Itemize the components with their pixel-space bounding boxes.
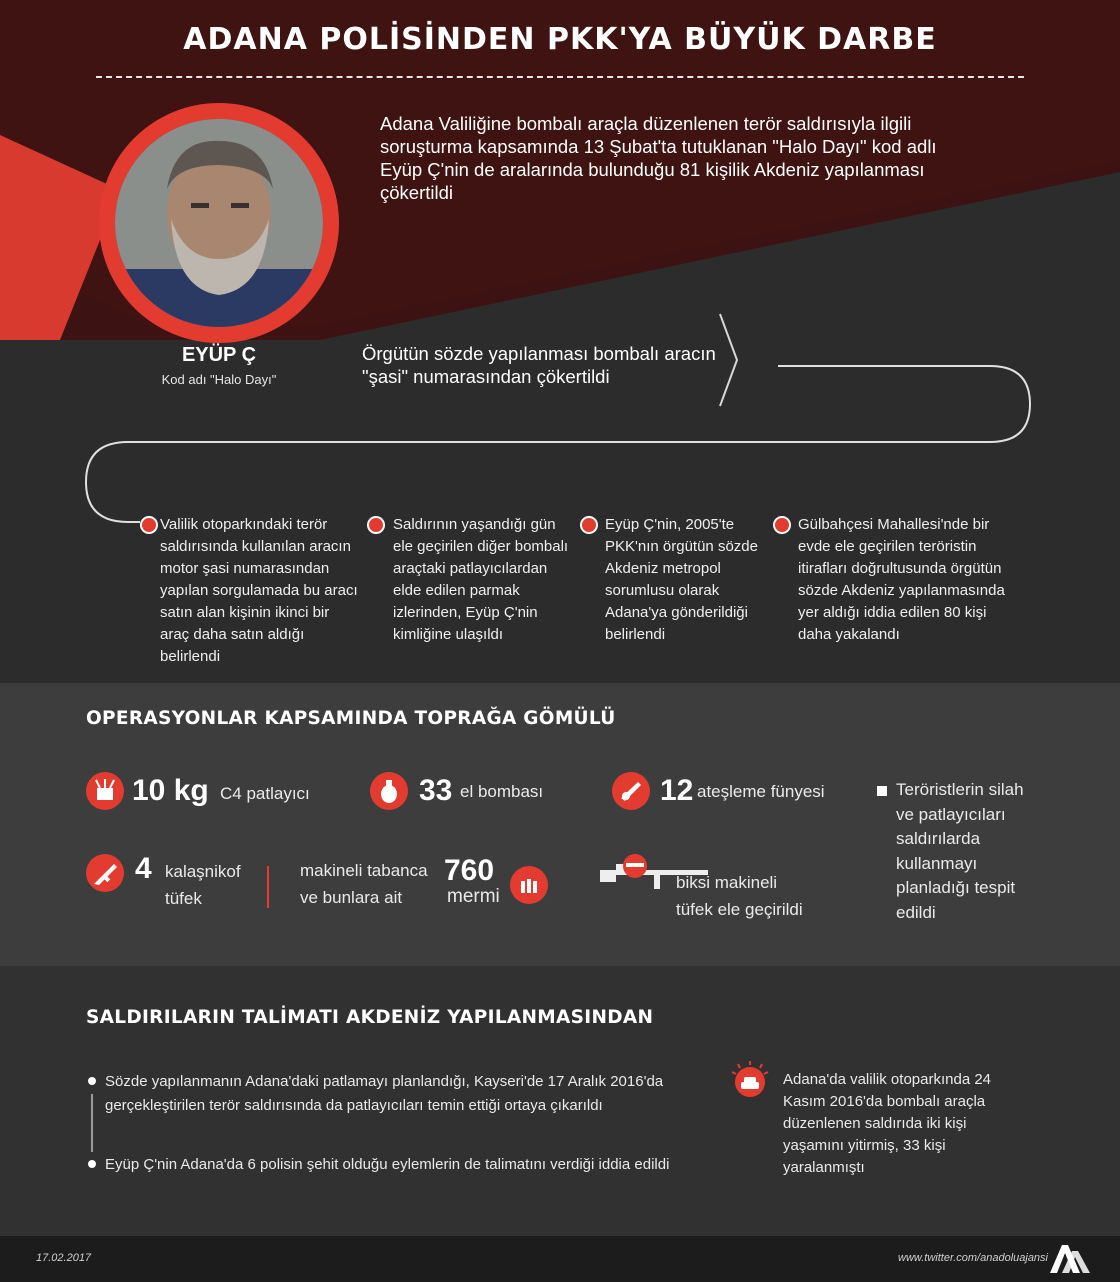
title-divider <box>96 76 1024 78</box>
suspect-photo <box>115 119 323 327</box>
step-1-text: Valilik otoparkındaki terör saldırısında kullanılan aracın motor şasi numarasından yapılan sorgulamada bu aracı satın alan kişinin ikinci bir araç daha satın aldığı belirlendi <box>160 516 358 665</box>
grenade-count: 33 <box>419 774 453 807</box>
explosive-label: C4 patlayıcı <box>220 784 310 803</box>
step-3-text: Eyüp Ç'nin, 2005'te PKK'nın örgütün sözde Akdeniz metropol sorumlusu olarak Adana'ya gönderildiği belirlendi <box>605 516 758 643</box>
twitter-link[interactable]: www.twitter.com/anadoluajansi <box>898 1252 1048 1264</box>
step-4-text: Gülbahçesi Mahallesi'nde bir evde ele geçirilen teröristin itirafları doğrultusunda örgütün sözde Akdeniz yapılanmasında yer aldığı iddia edilen 80 kişi daha yakalandı <box>798 516 1005 643</box>
pistol-divider <box>267 866 269 908</box>
weapons-note: Teröristlerin silah ve patlayıcıları saldırılarda kullanmayı planladığı tespit edildi <box>896 780 1024 922</box>
pistol-label-2: ve bunlara ait <box>300 888 403 907</box>
attack-note: Adana'da valilik otoparkında 24 Kasım 2016'da bombalı araçla düzenlenen saldırıda iki kişi yaşamını yitirmiş, 33 kişi yaralanmıştı <box>783 1071 992 1176</box>
page-title: ADANA POLİSİNDEN PKK'YA BÜYÜK DARBE <box>183 22 937 57</box>
instruction-1-line-1: Sözde yapılanmanın Adana'daki patlamayı planlandığı, Kayseri'de 17 Aralık 2016'da <box>105 1073 664 1090</box>
pistol-label-1: makineli tabanca <box>300 861 428 880</box>
car-explosion-icon <box>730 1060 770 1100</box>
weapons-section-title: OPERASYONLAR KAPSAMINDA TOPRAĞA GÖMÜLÜ <box>86 708 616 729</box>
rifle-count: 4 <box>135 852 152 885</box>
dismantled-text: Örgütün sözde yapılanması bombalı aracın "şasi" numarasından çökertildi <box>362 343 716 387</box>
grenade-icon <box>370 772 408 810</box>
suspect-codename: Kod adı "Halo Dayı" <box>161 372 277 387</box>
publish-date: 17.02.2017 <box>36 1252 92 1264</box>
anadolu-logo <box>1048 1241 1092 1275</box>
step-4-dot <box>773 516 791 534</box>
detonator-count: 12 <box>660 774 694 807</box>
step-3-dot <box>580 516 598 534</box>
sniper-label-2: tüfek ele geçirildi <box>676 900 803 919</box>
intro-text: Adana Valiliğine bombalı araçla düzenlenen terör saldırısıyla ilgili soruşturma kapsamında 13 Şubat'ta tutuklanan "Halo Dayı" kod adlı Eyüp Ç'nin de aralarında bulunduğu 81 kişilik Akdeniz yapılanması çökertildi <box>380 113 937 203</box>
explosive-amount: 10 kg <box>132 774 209 807</box>
suspect-name: EYÜP Ç <box>181 344 257 366</box>
ammo-count: 760 <box>444 854 495 887</box>
explosive-icon <box>86 772 124 810</box>
instruction-2: Eyüp Ç'nin Adana'da 6 polisin şehit olduğu eylemlerin de talimatını verdiği iddia edildi <box>105 1156 670 1173</box>
detonator-label: ateşleme fünyesi <box>697 782 825 801</box>
sniper-label-1: biksi makineli <box>676 873 778 892</box>
rifle-icon <box>86 854 124 892</box>
timeline-connector <box>0 300 1120 540</box>
note-bullet <box>877 786 887 796</box>
detonator-icon <box>612 772 650 810</box>
instructions-section-title: SALDIRILARIN TALİMATI AKDENİZ YAPILANMASINDAN <box>86 1007 654 1028</box>
step-2-text: Saldırının yaşandığı gün ele geçirilen diğer bombalı araçtaki patlayıcılardan elde edilen parmak izlerinden, Eyüp Ç'nin kimliğine ulaşıldı <box>393 516 569 643</box>
ammo-label: mermi <box>447 886 500 907</box>
instructions-connector <box>84 1074 100 1174</box>
rifle-label-2: tüfek <box>165 889 202 908</box>
instruction-1-line-2: gerçekleştirilen terör saldırısında da patlayıcıları temin ettiği ortaya çıkarıldı <box>105 1097 603 1114</box>
grenade-label: el bombası <box>460 782 544 801</box>
step-2-dot <box>367 516 385 534</box>
rifle-label-1: kalaşnikof <box>165 862 241 881</box>
bullets-icon <box>510 866 548 904</box>
step-1-dot <box>140 516 158 534</box>
